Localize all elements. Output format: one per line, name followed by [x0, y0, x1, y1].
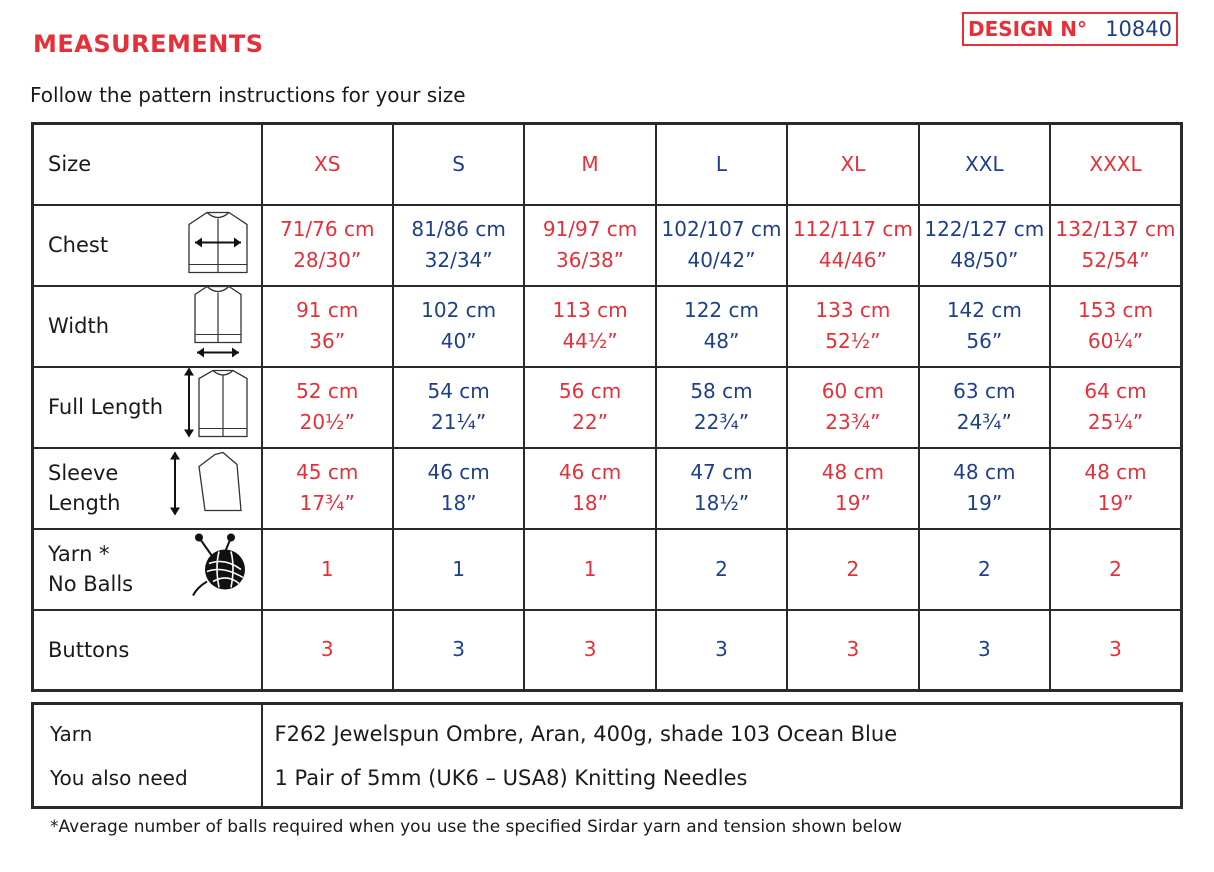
chest-xs: 71/76 cm 28/30” [262, 205, 393, 286]
yarn-ball-needles-icon [189, 532, 251, 607]
cardigan-chest-icon [185, 207, 251, 284]
chest-l: 102/107 cm 40/42” [656, 205, 787, 286]
buttons-m: 3 [524, 610, 655, 691]
width-l: 122 cm 48” [656, 286, 787, 367]
size-l: L [656, 124, 787, 205]
width-label: Width [48, 314, 110, 338]
buttons-header-cell [33, 610, 262, 691]
yarn-balls-l: 2 [656, 529, 787, 610]
size-s: S [393, 124, 524, 205]
page-title: MEASUREMENTS [33, 30, 264, 58]
width-header-cell [33, 286, 262, 367]
size-xs: XS [262, 124, 393, 205]
full-length-l: 58 cm 22¾” [656, 367, 787, 448]
design-label: DESIGN N° [968, 17, 1087, 41]
width-xxl: 142 cm 56” [919, 286, 1050, 367]
full-length-s: 54 cm 21¼” [393, 367, 524, 448]
design-number: 10840 [1105, 17, 1172, 41]
cardigan-width-icon [185, 285, 251, 368]
yarn-balls-m: 1 [524, 529, 655, 610]
yarn-balls-header-cell [33, 529, 262, 610]
width-m: 113 cm 44½” [524, 286, 655, 367]
chest-row [33, 205, 1182, 286]
yarn-balls-xxl: 2 [919, 529, 1050, 610]
buttons-xxl: 3 [919, 610, 1050, 691]
chest-xl: 112/117 cm 44/46” [787, 205, 918, 286]
width-s: 102 cm 40” [393, 286, 524, 367]
full-length-xs: 52 cm 20½” [262, 367, 393, 448]
also-need-label: You also need [50, 765, 188, 790]
buttons-xxxl: 3 [1050, 610, 1181, 691]
full-length-label: Full Length [48, 395, 164, 419]
chest-header-cell [33, 205, 262, 286]
full-length-xxxl: 64 cm 25¼” [1050, 367, 1181, 448]
width-xs: 91 cm 36” [262, 286, 393, 367]
full-length-xl: 60 cm 23¾” [787, 367, 918, 448]
size-header-cell [33, 124, 262, 205]
yarn-value: F262 Jewelspun Ombre, Aran, 400g, shade 103 Ocean Blue [274, 721, 898, 746]
chest-label: Chest [48, 233, 109, 257]
sleeve-length-header-cell [33, 448, 262, 529]
yarn-balls-label: Yarn * No Balls [48, 542, 134, 596]
cardigan-length-icon [181, 365, 251, 450]
sleeve-length-l: 47 cm 18½” [656, 448, 787, 529]
sleeve-length-xs: 45 cm 17¾” [262, 448, 393, 529]
yarn-balls-s: 1 [393, 529, 524, 610]
full-length-m: 56 cm 22” [524, 367, 655, 448]
sleeve-length-icon [165, 449, 251, 528]
sleeve-length-m: 46 cm 18” [524, 448, 655, 529]
width-xl: 133 cm 52½” [787, 286, 918, 367]
size-row [33, 124, 1182, 205]
sleeve-length-xxxl: 48 cm 19” [1050, 448, 1181, 529]
subtitle: Follow the pattern instructions for your size [30, 83, 466, 107]
sleeve-length-xxl: 48 cm 19” [919, 448, 1050, 529]
sleeve-length-xl: 48 cm 19” [787, 448, 918, 529]
sleeve-length-row [33, 448, 1182, 529]
yarn-balls-row [33, 529, 1182, 610]
size-label: Size [48, 152, 92, 177]
size-m: M [524, 124, 655, 205]
sleeve-length-s: 46 cm 18” [393, 448, 524, 529]
buttons-row [33, 610, 1182, 691]
also-need-value: 1 Pair of 5mm (UK6 – USA8) Knitting Needles [274, 765, 748, 790]
materials-labels [33, 704, 262, 808]
width-xxxl: 153 cm 60¼” [1050, 286, 1181, 367]
yarn-balls-xs: 1 [262, 529, 393, 610]
buttons-xs: 3 [262, 610, 393, 691]
yarn-balls-xl: 2 [787, 529, 918, 610]
buttons-l: 3 [656, 610, 787, 691]
buttons-label: Buttons [48, 637, 130, 662]
sleeve-length-label: Sleeve Length [48, 461, 121, 515]
full-length-xxl: 63 cm 24¾” [919, 367, 1050, 448]
size-xxxl: XXXL [1050, 124, 1181, 205]
full-length-header-cell [33, 367, 262, 448]
footnote: *Average number of balls required when you use the specified Sirdar yarn and tension shown below [50, 817, 903, 837]
size-xl: XL [787, 124, 918, 205]
design-number-box [962, 12, 1178, 46]
chest-m: 91/97 cm 36/38” [524, 205, 655, 286]
buttons-xl: 3 [787, 610, 918, 691]
measurements-table [31, 122, 1183, 692]
yarn-balls-xxxl: 2 [1050, 529, 1181, 610]
materials-values [262, 704, 1182, 808]
materials-table [31, 702, 1183, 809]
chest-xxxl: 132/137 cm 52/54” [1050, 205, 1181, 286]
width-row [33, 286, 1182, 367]
size-xxl: XXL [919, 124, 1050, 205]
chest-s: 81/86 cm 32/34” [393, 205, 524, 286]
yarn-label: Yarn [50, 721, 93, 746]
chest-xxl: 122/127 cm 48/50” [919, 205, 1050, 286]
buttons-s: 3 [393, 610, 524, 691]
full-length-row [33, 367, 1182, 448]
